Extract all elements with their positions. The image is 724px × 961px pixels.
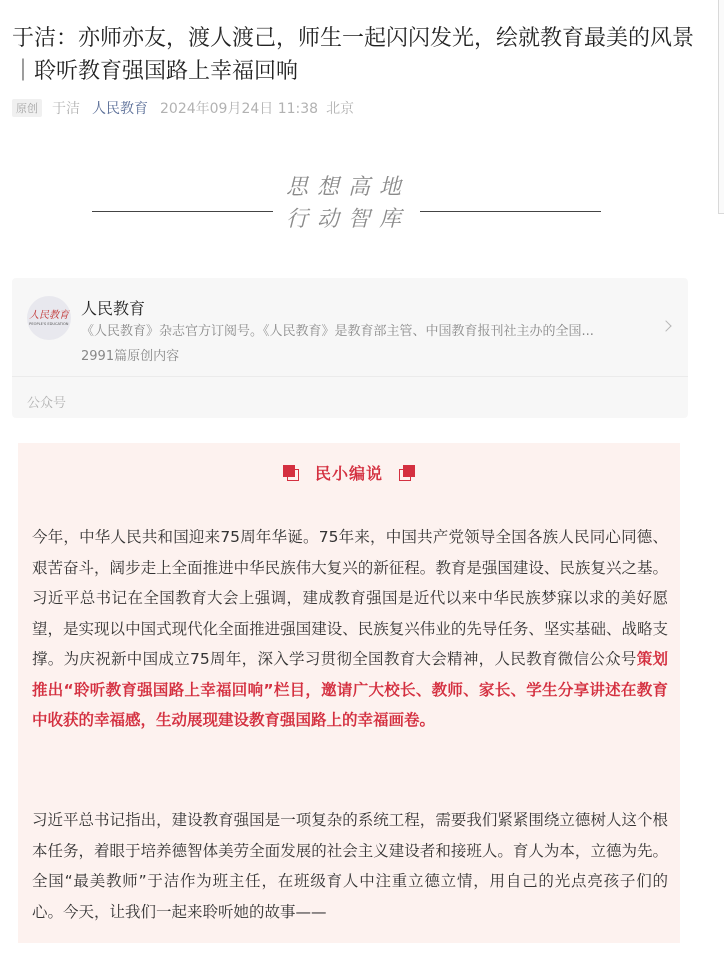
account-name: 人民教育 bbox=[81, 299, 146, 318]
account-profile-card[interactable] bbox=[12, 278, 688, 418]
account-description: 《人民教育》杂志官方订阅号。《人民教育》是教育部主管、中国教育报刊社主办的全国... bbox=[81, 324, 594, 339]
highlighted-text: 策划推出“聆听教育强国路上幸福回响”栏目，邀请广大校长、教师、家长、学生分享讲述在教育中收获的幸福感，生动展现建设教育强国路上的幸福画卷。 bbox=[32, 650, 668, 729]
card-divider bbox=[12, 376, 688, 377]
article-title: 于洁：亦师亦友，渡人渡己，师生一起闪闪发光，绘就教育最美的风景｜聆听教育强国路上幸福回响 bbox=[12, 26, 695, 84]
editor-note-header bbox=[18, 461, 680, 484]
paragraph-text: 今年，中华人民共和国迎来75周年华诞。75年来，中国共产党领导全国各族人民同心同德、艰苦奋斗，阔步走上全面推进中华民族伟大复兴的新征程。教育是强国建设、民族复兴之基。习近平总书记在全国教育大会上强调，建成教育强国是近代以来中华民族梦寐以求的美好愿望，是实现以中国式现代化全面推进强国建设、民族复兴伟业的先导任务、坚实基础、战略支撑。为庆祝新中国成立75周年，深入学习贯彻全国教育大会精神，人民教育微信公众号 bbox=[32, 528, 668, 668]
publish-date: 2024年09月24日 11:38 bbox=[160, 101, 319, 117]
account-link[interactable]: 人民教育 bbox=[92, 101, 148, 117]
original-content-count: 2991篇原创内容 bbox=[81, 349, 180, 364]
article-meta bbox=[12, 98, 354, 118]
banner-line1: 思想高地 bbox=[286, 175, 411, 200]
editor-note-title: 民小编说 bbox=[314, 464, 383, 483]
avatar-logo-text: 人民教育 bbox=[29, 309, 69, 321]
original-tag: 原创 bbox=[12, 99, 42, 117]
chevron-right-icon bbox=[660, 320, 671, 331]
account-avatar bbox=[27, 296, 71, 340]
editor-note bbox=[18, 443, 680, 943]
avatar-logo-subtext: PEOPLE'S EDUCATION bbox=[29, 320, 69, 326]
editor-note-paragraph-2: 习近平总书记指出，建设教育强国是一项复杂的系统工程，需要我们紧紧围绕立德树人这个根本任务，着眼于培养德智体美劳全面发展的社会主义建设者和接班人。育人为本，立德为先。全国“最美教师”于洁作为班主任，在班级育人中注重立德立情，用自己的光点亮孩子们的心。今天，让我们一起来聆听她的故事—— bbox=[32, 811, 668, 921]
banner-line2: 行动智库 bbox=[286, 207, 411, 232]
square-decoration-icon bbox=[283, 465, 299, 481]
banner-divider-left bbox=[92, 211, 273, 212]
banner-slogan bbox=[286, 172, 426, 236]
banner-divider-right bbox=[420, 211, 601, 212]
editor-note-paragraph-1 bbox=[32, 522, 668, 736]
square-decoration-icon bbox=[399, 465, 415, 481]
scrollbar[interactable] bbox=[718, 0, 724, 214]
publish-location: 北京 bbox=[326, 101, 355, 117]
author-name[interactable]: 于洁 bbox=[52, 101, 80, 117]
card-footer-label: 公众号 bbox=[27, 396, 67, 411]
